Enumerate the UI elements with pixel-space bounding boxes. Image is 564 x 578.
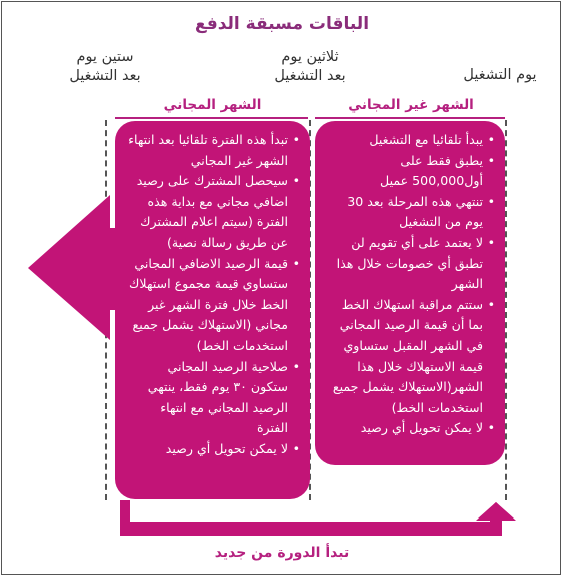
bullet-item: • قيمة الرصيد الاضافي المجاني ستساوي قيمة مجموع استهلاك الخط خلال فترة الشهر غير مجاني (الاستهلاك يشمل جميع استخدمات الخط) <box>127 254 300 357</box>
bullet-item: • ستتم مراقبة استهلاك الخط بما أن قيمة الرصيد المجاني في الشهر المقبل ستساوي قيمة الاستهلاك خلال هذا الشهر(الاستهلاك يشمل جميع استخدمات الخط) <box>327 295 495 419</box>
cycle-return-up <box>120 500 130 536</box>
cycle-restart-caption: تبدأ الدورة من جديد <box>214 545 350 561</box>
diagram-title: الباقات مسبقة الدفع <box>194 14 370 34</box>
col-head-sixty-line2: بعد التشغيل <box>69 68 141 84</box>
bullet-item: • يطبق فقط على أول500,000 عميل <box>327 151 495 192</box>
bullet-list-non-free <box>327 130 495 439</box>
section-title-free: الشهر المجاني <box>163 97 262 113</box>
bullet-item: • صلاحية الرصيد المجاني ستكون ٣٠ يوم فقط، ينتهي الرصيد المجاني مع انتهاء الفترة <box>127 357 300 439</box>
bullet-item: • تنتهي هذه المرحلة بعد 30 يوم من التشغيل <box>327 192 495 233</box>
col-head-thirty-line1: ثلاثين يوم <box>281 49 339 65</box>
col-head-sixty-line1: ستين يوم <box>76 49 134 65</box>
box-non-free-month <box>315 121 505 465</box>
col-head-activation-line1: يوم التشغيل <box>463 67 537 83</box>
bullet-item: • سيحصل المشترك على رصيد اضافي مجاني مع بداية هذه الفترة (سيتم اعلام المشترك عن طريق رسالة نصية) <box>127 171 300 253</box>
cycle-arrow-head <box>476 502 516 521</box>
cycle-return-bar <box>120 522 502 536</box>
bullet-item: • لا يمكن تحويل أي رصيد <box>327 418 495 439</box>
bullet-list-free <box>127 130 300 460</box>
col-head-thirty-line2: بعد التشغيل <box>274 68 346 84</box>
timeline-arrow-left <box>28 192 120 345</box>
bullet-item: • لا يعتمد على أي تقويم لن تطبق أي خصومات خلال هذا الشهر <box>327 233 495 295</box>
bullet-item: • يبدأ تلقائيا مع التشغيل <box>327 130 495 151</box>
bullet-item: • لا يمكن تحويل أي رصيد <box>127 439 300 460</box>
bullet-item: • تبدأ هذه الفترة تلقائيا بعد انتهاء الشهر غير المجاني <box>127 130 300 171</box>
box-free-month <box>115 121 310 499</box>
section-title-non-free: الشهر غير المجاني <box>348 97 474 113</box>
